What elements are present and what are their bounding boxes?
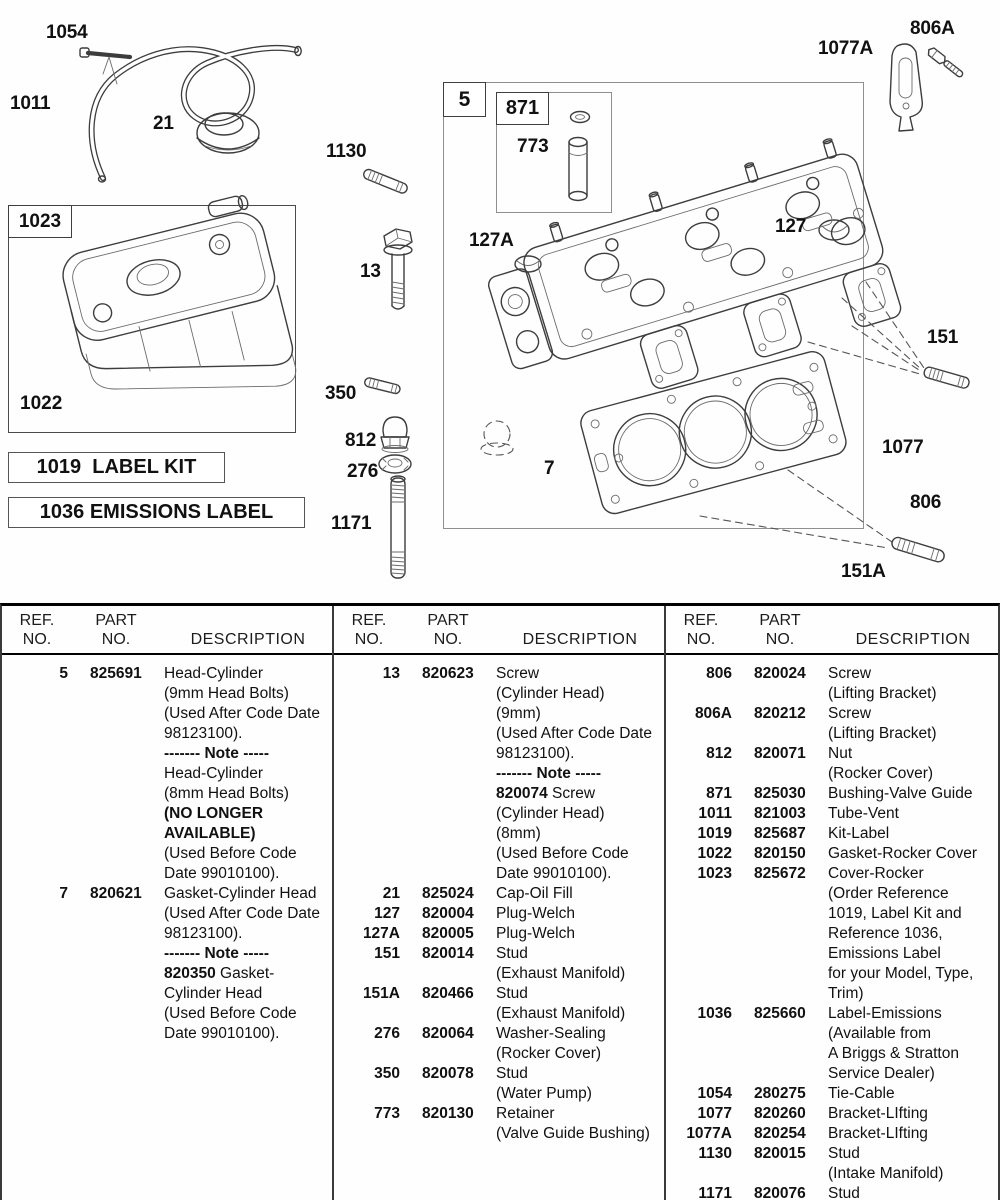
part-row-276 <box>338 1024 664 1064</box>
part-no: 820071 <box>754 745 806 762</box>
vent-tube-art <box>92 47 302 183</box>
part-no: 820076 <box>754 1185 806 1200</box>
head-screw-art <box>384 229 412 309</box>
ref-no: 7 <box>59 885 68 902</box>
ref-no: 1171 <box>698 1185 732 1200</box>
parts-table <box>0 603 1000 1200</box>
description: Stud (Intake Manifold) <box>828 1145 944 1182</box>
ref-no: 5 <box>59 665 68 682</box>
description: Plug-Welch <box>496 925 575 942</box>
pane-body-2 <box>334 655 664 1144</box>
description: Head-Cylinder (9mm Head Bolts) (Used After Code Date 98123100). ------- Note ----- Head-Cylinder (8mm Head Bolts) (NO LONGER AVAILABLE) (Used Before Code Date 99010100). <box>164 665 320 882</box>
pane-body-3 <box>666 655 998 1200</box>
part-row-1011 <box>670 804 998 824</box>
description: Gasket-Cylinder Head (Used After Code Date 98123100). ------- Note ----- 820350 Gasket- Cylinder Head (Used Before Code Date 99010100). <box>164 885 320 1042</box>
part-header: PART <box>95 612 137 629</box>
part-no: 820024 <box>754 665 806 682</box>
part-row-1054 <box>670 1084 998 1104</box>
lifting-bracket-1077a-art <box>890 44 922 131</box>
part-no: 820212 <box>754 705 806 722</box>
part-row-151A <box>338 984 664 1024</box>
ref-no: 1130 <box>698 1145 732 1162</box>
description: Bushing-Valve Guide <box>828 785 973 802</box>
description: Nut (Rocker Cover) <box>828 745 934 782</box>
part-row-1130 <box>670 1144 998 1184</box>
head-gasket-art <box>578 349 849 517</box>
callout-806A: 806A <box>910 18 955 39</box>
ref-no: 21 <box>382 885 400 902</box>
callout-1130: 1130 <box>326 141 367 162</box>
ref-no: 1022 <box>697 845 732 862</box>
part-row-7 <box>6 884 332 1044</box>
ref-no: 276 <box>374 1025 400 1042</box>
welch-plug-127-art <box>819 220 849 240</box>
part-no: 820064 <box>422 1025 474 1042</box>
part-row-1171 <box>670 1184 998 1200</box>
part-no: 820623 <box>422 665 474 682</box>
exhaust-stud-151a-art <box>890 536 945 563</box>
callout-7: 7 <box>544 458 555 479</box>
ref-no: 773 <box>374 1105 400 1122</box>
description: Bracket-LIfting <box>828 1105 928 1122</box>
part-no: 825687 <box>754 825 806 842</box>
part-row-127A <box>338 924 664 944</box>
label-kit-text: 1019 LABEL KIT <box>36 456 197 478</box>
retainer-ring-art <box>571 112 590 123</box>
rocker-nut-art <box>381 417 409 453</box>
ref-no: 806A <box>694 705 732 722</box>
part-row-1019 <box>670 824 998 844</box>
description: Gasket-Rocker Cover <box>828 845 978 862</box>
lifting-screw-806a-art <box>926 46 965 79</box>
water-pump-stud-art <box>364 377 401 394</box>
description: Screw (Lifting Bracket) <box>828 665 937 702</box>
part-no: 821003 <box>754 805 806 822</box>
part-no: 825672 <box>754 865 806 882</box>
callout-276: 276 <box>347 461 379 482</box>
table-header: REF. NO. PART NO. DESCRIPTION <box>2 606 332 655</box>
ref-no: 127 <box>374 905 400 922</box>
description: Tie-Cable <box>828 1085 895 1102</box>
part-row-1022 <box>670 844 998 864</box>
long-stud-art <box>391 476 405 578</box>
sealing-washer-art <box>379 455 411 473</box>
assembly-ref-box <box>443 82 486 117</box>
ref-no: 1077A <box>686 1125 732 1142</box>
bushing-ref-label: 871 <box>505 97 540 119</box>
part-row-773 <box>338 1104 664 1144</box>
callout-350: 350 <box>325 383 357 404</box>
ref-no: 871 <box>706 785 732 802</box>
ref-no: 350 <box>374 1065 400 1082</box>
callout-13: 13 <box>360 261 381 282</box>
ref-no: 1077 <box>697 1105 732 1122</box>
assembly-ref-label: 5 <box>458 87 471 111</box>
callout-151A: 151A <box>841 561 886 582</box>
ref-no: 1011 <box>698 805 732 822</box>
intake-stud-art <box>362 168 408 195</box>
description: Stud (Water Pump) <box>496 1065 592 1102</box>
ref-no: 1036 <box>697 1005 732 1022</box>
ref-no: 151A <box>362 985 400 1002</box>
valve-guide-bushing-art <box>569 138 587 201</box>
part-row-5 <box>6 664 332 884</box>
ref-header: REF. <box>19 612 55 629</box>
cover-gasket-ref-label: 1022 <box>20 393 63 414</box>
table-header: REF. NO. PART NO. DESCRIPTION <box>334 606 664 655</box>
part-no: 820621 <box>90 885 142 902</box>
description: Stud (Exhaust Manifold) <box>496 985 626 1022</box>
part-no: 820015 <box>754 1145 806 1162</box>
part-no: 825660 <box>754 1005 806 1022</box>
callout-1054: 1054 <box>46 22 88 43</box>
part-no: 820004 <box>422 905 474 922</box>
description: Stud (Exhaust Manifold) <box>496 945 626 982</box>
part-row-806 <box>670 664 998 704</box>
callout-1011: 1011 <box>10 93 51 114</box>
description: Screw (Cylinder Head) (9mm) (Used After Code Date 98123100). ------- Note ----- 820074 Screw (Cylinder Head) (8mm) (Used Before Code Date 99010100). <box>496 665 652 882</box>
desc-header: DESCRIPTION <box>190 631 306 648</box>
part-row-151 <box>338 944 664 984</box>
exhaust-stud-151-art <box>923 366 970 389</box>
pane-body-1 <box>2 655 332 1044</box>
part-no: 280275 <box>754 1085 806 1102</box>
part-no: 820078 <box>422 1065 474 1082</box>
cable-tie-art <box>80 48 130 84</box>
part-row-13 <box>338 664 664 884</box>
parts-pane-2 <box>334 606 666 1200</box>
ref-no: 812 <box>706 745 732 762</box>
description: Stud <box>828 1185 860 1200</box>
part-row-812 <box>670 744 998 784</box>
description: Kit-Label <box>828 825 890 842</box>
retainer-ref-label: 773 <box>517 136 549 157</box>
part-no: 820466 <box>422 985 474 1002</box>
emissions-label-banner <box>8 497 305 528</box>
part-row-806A <box>670 704 998 744</box>
ref-no: 13 <box>382 665 400 682</box>
description: Retainer (Valve Guide Bushing) <box>496 1105 650 1142</box>
part-no: 820014 <box>422 945 474 962</box>
ref-no: 806 <box>706 665 732 682</box>
ref-no: 1023 <box>697 865 732 882</box>
part-row-1023 <box>670 864 998 1004</box>
callout-812: 812 <box>345 430 377 451</box>
part-row-871 <box>670 784 998 804</box>
ghost-part-art <box>481 421 513 455</box>
callout-151: 151 <box>927 327 959 348</box>
description: Plug-Welch <box>496 905 575 922</box>
callout-127A: 127A <box>469 230 514 251</box>
bushing-ref-box <box>496 92 549 125</box>
part-no: 825024 <box>422 885 474 902</box>
rocker-cover-art <box>54 192 301 431</box>
description: Cover-Rocker (Order Reference 1019, Label Kit and Reference 1036, Emissions Label for your Model, Type, Trim) <box>828 865 974 1002</box>
description: Cap-Oil Fill <box>496 885 573 902</box>
part-no: 825030 <box>754 785 806 802</box>
part-no: 820254 <box>754 1125 806 1142</box>
ref-no: 1019 <box>697 825 732 842</box>
callout-127: 127 <box>775 216 807 237</box>
emissions-label-text: 1036 EMISSIONS LABEL <box>39 501 274 523</box>
ref-no: 127A <box>362 925 400 942</box>
callout-1077A: 1077A <box>818 38 873 59</box>
table-header: REF. NO. PART NO. DESCRIPTION <box>666 606 998 655</box>
description: Tube-Vent <box>828 805 899 822</box>
part-no: 820150 <box>754 845 806 862</box>
part-no: 820005 <box>422 925 474 942</box>
callout-1077: 1077 <box>882 437 924 458</box>
parts-pane-1 <box>2 606 334 1200</box>
callout-1171: 1171 <box>331 513 372 534</box>
callout-806: 806 <box>910 492 942 513</box>
cover-ref-box <box>8 205 72 238</box>
part-no: 825691 <box>90 665 142 682</box>
parts-pane-3 <box>666 606 998 1200</box>
description: Washer-Sealing (Rocker Cover) <box>496 1025 606 1062</box>
description: Screw (Lifting Bracket) <box>828 705 937 742</box>
part-row-350 <box>338 1064 664 1104</box>
description: Label-Emissions (Available from A Briggs & Stratton Service Dealer) <box>828 1005 959 1082</box>
part-row-1036 <box>670 1004 998 1084</box>
cover-ref-label: 1023 <box>18 210 62 232</box>
part-row-127 <box>338 904 664 924</box>
ref-no: 1054 <box>697 1085 732 1102</box>
part-row-1077A <box>670 1124 998 1144</box>
part-no: 820130 <box>422 1105 474 1122</box>
description: Bracket-LIfting <box>828 1125 928 1142</box>
callout-21: 21 <box>153 113 174 134</box>
part-row-21 <box>338 884 664 904</box>
part-row-1077 <box>670 1104 998 1124</box>
label-kit-banner <box>8 452 225 483</box>
part-no: 820260 <box>754 1105 806 1122</box>
ref-no: 151 <box>374 945 400 962</box>
